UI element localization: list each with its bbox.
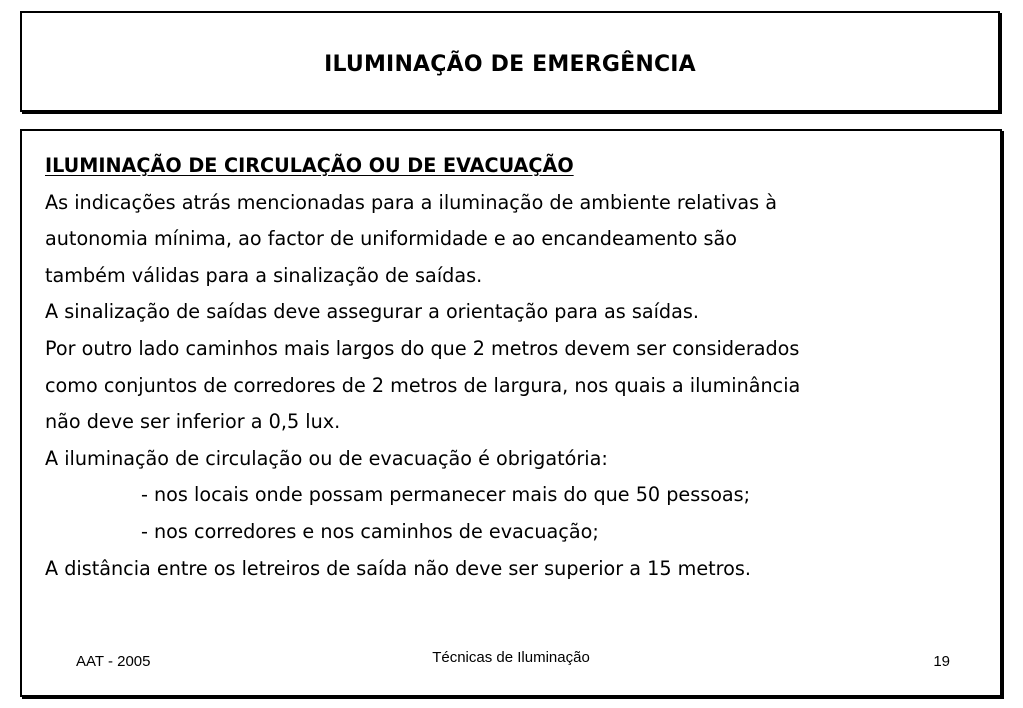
footer-author-year: AAT - 2005 — [76, 653, 151, 670]
body-line: A sinalização de saídas deve assegurar a orientação para as saídas. — [45, 300, 699, 324]
footer-course-title: Técnicas de Iluminação — [432, 649, 590, 666]
title-box — [20, 11, 1000, 112]
section-heading: ILUMINAÇÃO DE CIRCULAÇÃO OU DE EVACUAÇÃO — [45, 154, 574, 177]
slide-title: ILUMINAÇÃO DE EMERGÊNCIA — [324, 52, 696, 77]
footer-page-number: 19 — [933, 653, 950, 670]
body-line: A iluminação de circulação ou de evacuação é obrigatória: — [45, 446, 608, 470]
body-line: Por outro lado caminhos mais largos do que 2 metros devem ser considerados — [45, 336, 800, 360]
bullet-item: - nos locais onde possam permanecer mais do que 50 pessoas; — [141, 483, 751, 507]
body-line: não deve ser inferior a 0,5 lux. — [45, 410, 341, 434]
body-line: também válidas para a sinalização de saídas. — [45, 263, 483, 287]
content-box — [20, 129, 1002, 697]
body-line: como conjuntos de corredores de 2 metros de largura, nos quais a iluminância — [45, 373, 801, 397]
body-line: autonomia mínima, ao factor de uniformidade e ao encandeamento são — [45, 227, 738, 251]
body-line: A distância entre os letreiros de saída não deve ser superior a 15 metros. — [45, 556, 751, 580]
body-line: As indicações atrás mencionadas para a iluminação de ambiente relativas à — [45, 190, 778, 214]
slide-body — [45, 148, 985, 587]
bullet-item: - nos corredores e nos caminhos de evacuação; — [141, 519, 599, 543]
